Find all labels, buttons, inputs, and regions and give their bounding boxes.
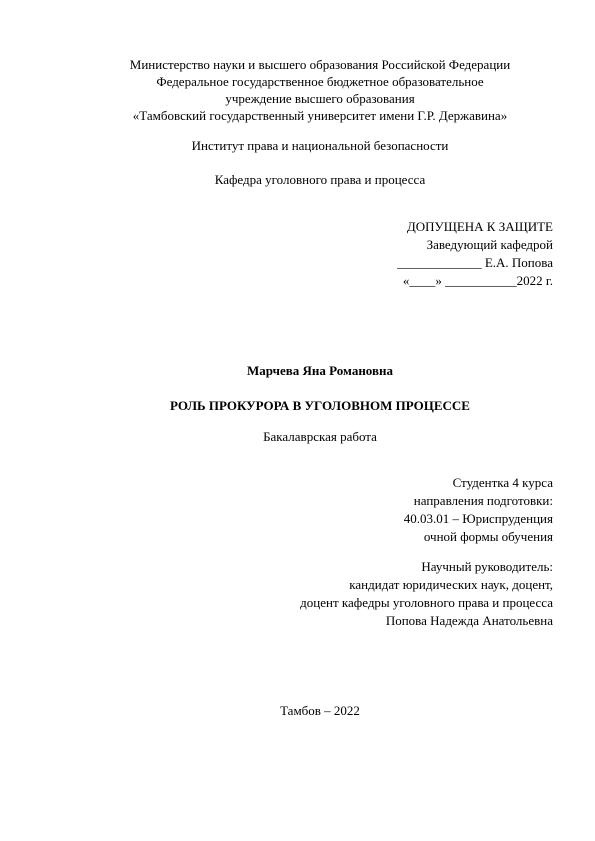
work-title: РОЛЬ ПРОКУРОРА В УГОЛОВНОМ ПРОЦЕССЕ bbox=[170, 398, 470, 413]
approval-title: ДОПУЩЕНА К ЗАЩИТЕ bbox=[406, 219, 553, 234]
student-info bbox=[404, 474, 553, 546]
institute-line: Институт права и национальной безопасности bbox=[191, 138, 449, 153]
institution-type-line-2: учреждение высшего образования bbox=[225, 91, 415, 106]
approval-date-line: «____» ___________2022 г. bbox=[402, 273, 553, 288]
student-study-form: очной формы обучения bbox=[423, 529, 553, 544]
supervisor-degree: кандидат юридических наук, доцент, bbox=[349, 577, 553, 592]
supervisor-position: доцент кафедры уголовного права и процесса bbox=[300, 595, 553, 610]
university-name-line: «Тамбовский государственный университет имени Г.Р. Державина» bbox=[132, 108, 508, 123]
student-direction-code: 40.03.01 – Юриспруденция bbox=[403, 511, 553, 526]
supervisor-info bbox=[300, 558, 553, 630]
ministry-line: Министерство науки и высшего образования Российской Федерации bbox=[129, 57, 511, 72]
work-type: Бакалаврская работа bbox=[263, 429, 377, 444]
approval-role: Заведующий кафедрой bbox=[426, 237, 553, 252]
student-direction-label: направления подготовки: bbox=[413, 493, 553, 508]
approval-block bbox=[397, 218, 553, 290]
student-course: Студентка 4 курса bbox=[452, 475, 553, 490]
city-year-footer: Тамбов – 2022 bbox=[280, 703, 360, 718]
department-line: Кафедра уголовного права и процесса bbox=[214, 172, 426, 187]
institution-type-line-1: Федеральное государственное бюджетное образовательное bbox=[156, 74, 484, 89]
supervisor-label: Научный руководитель: bbox=[421, 559, 553, 574]
approval-signature-line: _____________ Е.А. Попова bbox=[397, 255, 553, 270]
supervisor-name: Попова Надежда Анатольевна bbox=[385, 613, 553, 628]
university-header bbox=[0, 56, 595, 124]
author-name: Марчева Яна Романовна bbox=[247, 363, 393, 378]
